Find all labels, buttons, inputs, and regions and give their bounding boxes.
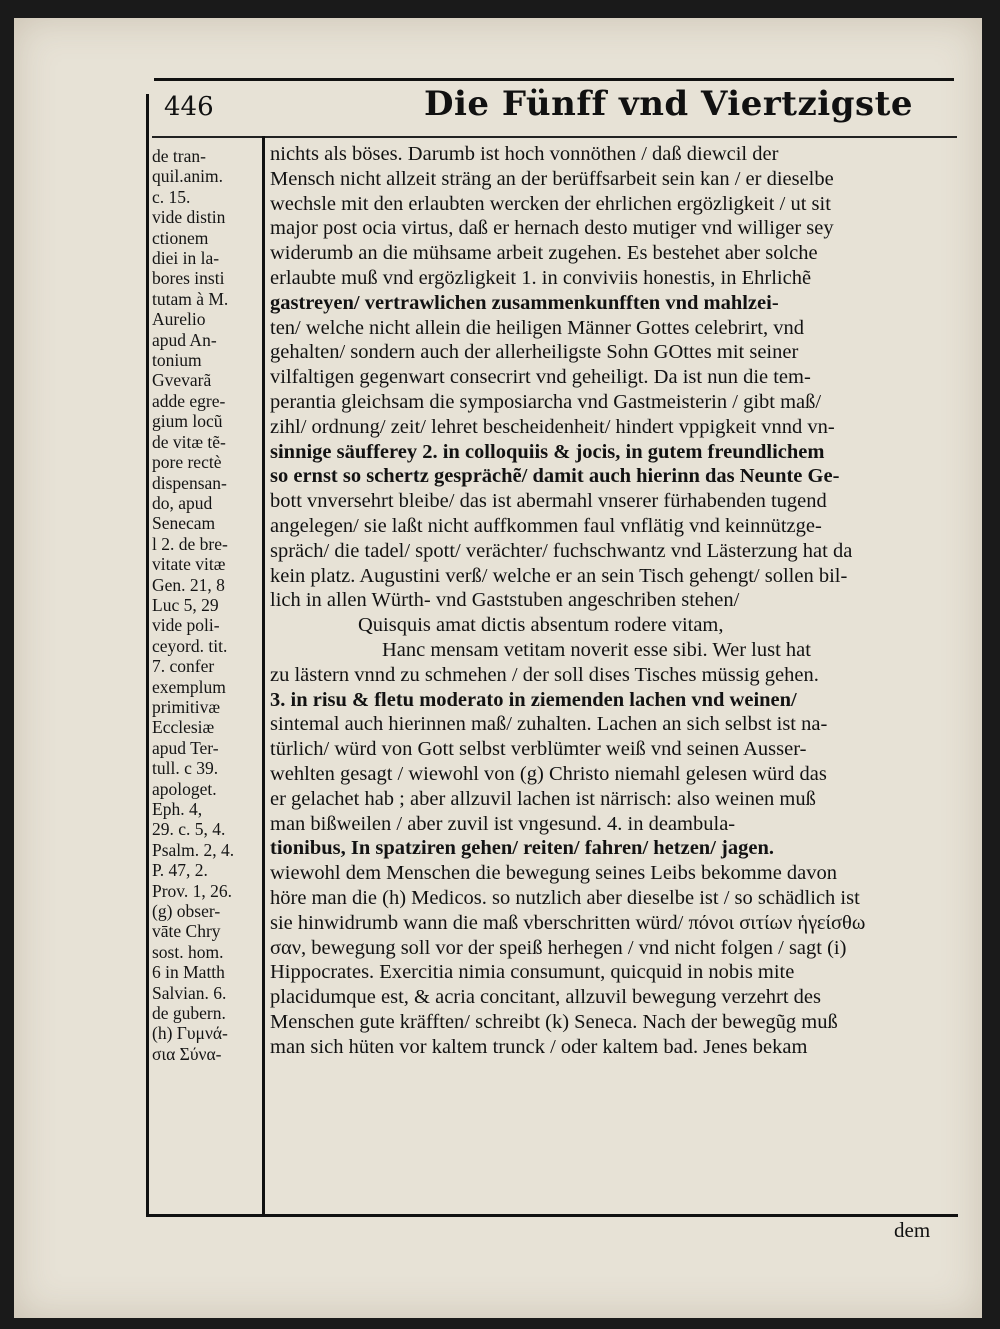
marginal-note-line: c. 15.	[152, 186, 191, 207]
marginal-note-line: exemplum	[152, 676, 226, 697]
marginal-note-line: Ecclesiæ	[152, 717, 215, 738]
marginal-notes-column	[152, 146, 260, 1064]
main-text-block	[270, 142, 950, 1059]
text-line: kein platz. Augustini verß/ welche er an sein Tisch gehengt/ sollen bil-	[270, 564, 848, 587]
text-line: wehlten gesagt / wiewohl von (g) Christo niemahl gelesen würd das	[270, 762, 827, 785]
text-line: er gelachet hab ; aber allzuvil lachen ist närrisch: also weinen muß	[270, 787, 816, 810]
marginal-note-line: adde egre-	[152, 390, 226, 411]
marginal-note-line: tutam à M.	[152, 288, 229, 309]
marginal-note-line: Prov. 1, 26.	[152, 880, 233, 901]
text-line: nichts als böses. Darumb ist hoch vonnöthen / daß diewcil der	[270, 143, 779, 165]
running-head: Die Fünff vnd Viertzigste	[424, 84, 913, 124]
text-line: widerumb an die mühsame arbeit zugehen. Es bestehet aber solche	[270, 242, 818, 265]
marginal-note-line: pore rectè	[152, 452, 222, 473]
text-line: perantia gleichsam die symposiarcha vnd Gastmeisterin / gibt maß/	[270, 390, 822, 413]
marginal-note-line: Salvian. 6.	[152, 982, 227, 1003]
text-line: vilfaltigen gegenwart consecrirt vnd geheiligt. Da ist nun die tem-	[270, 366, 811, 389]
text-line: Hanc mensam vetitam noverit esse sibi. Wer lust hat	[382, 638, 811, 661]
text-line: major post ocia virtus, daß er hernach desto mutiger vnd williger sey	[270, 217, 834, 240]
marginal-note-line: vāte Chry	[152, 921, 221, 942]
marginal-note-line: gium locũ	[152, 411, 223, 432]
text-line: sintemal auch hierinnen maß/ zuhalten. Lachen an sich selbst ist na-	[270, 713, 828, 736]
text-line: wiewohl dem Menschen die bewegung seines Leibs bekomme davon	[270, 862, 838, 885]
marginal-note-line: Eph. 4,	[152, 799, 203, 819]
top-rule	[154, 78, 954, 81]
text-line: zu lästern vnnd zu schmehen / der soll dises Tisches müssig gehen.	[270, 663, 819, 686]
marginal-note-line: Luc 5, 29	[152, 594, 219, 615]
marginal-note-line: P. 47, 2.	[152, 860, 208, 881]
marginal-note-line: ctionem	[152, 227, 209, 248]
text-line: angelegen/ sie laßt nicht auffkommen faul vnflätig vnd keinnützge-	[270, 514, 822, 537]
text-line: zihl/ ordnung/ zeit/ lehret bescheidenheit/ hindert vppigkeit vnnd vn-	[270, 415, 835, 438]
text-line: 3. in risu & fletu moderato in ziemenden lachen vnd weinen/	[270, 688, 797, 711]
marginal-note-line: vide distin	[152, 207, 226, 228]
text-line: spräch/ die tadel/ spott/ verächter/ fuchschwantz vnd Lästerzung hat da	[270, 539, 853, 562]
text-line: Menschen gute kräfften/ schreibt (k) Seneca. Nach der bewegũg muß	[270, 1010, 838, 1033]
marginal-note-line: sost. hom.	[152, 941, 224, 962]
marginal-note-line: tonium	[152, 350, 202, 371]
marginal-note-line: vitate vitæ	[152, 554, 226, 575]
marginal-note-line: Aurelio	[152, 309, 206, 330]
text-line: türlich/ würd von Gott selbst verblümter weiß vnd seinen Ausser-	[270, 738, 807, 761]
marginal-note-line: (g) obser-	[152, 901, 221, 922]
marginal-note-line: apologet.	[152, 778, 217, 799]
text-line: placidumque est, & acria concitant, allzuvil bewegung verzehrt des	[270, 986, 822, 1009]
text-line: erlaubte muß vnd ergözligkeit 1. in conviviis honestis, in Ehrlichẽ	[270, 266, 812, 289]
text-line: gastreyen/ vertrawlichen zusammenkunfften vnd mahlzei-	[270, 291, 779, 314]
text-line: Hippocrates. Exercitia nimia consumunt, quicquid in nobis mite	[270, 961, 795, 984]
marginal-note-line: tull. c 39.	[152, 758, 219, 779]
text-line: gehalten/ sondern auch der allerheiligste Sohn GOttes mit seiner	[270, 341, 799, 364]
margin-divider-rule	[262, 136, 265, 1216]
marginal-note-line: bores insti	[152, 268, 225, 289]
book-page	[14, 18, 982, 1318]
marginal-note-line: σια Σύνα-	[152, 1043, 222, 1064]
marginal-note-line: 7. confer	[152, 656, 215, 677]
marginal-note-line: primitivæ	[152, 696, 221, 717]
text-line: σαν, bewegung soll vor der speiß herhegen / vnd nicht folgen / sagt (i)	[270, 936, 847, 959]
marginal-note-line: Gvevarã	[152, 370, 212, 391]
bottom-frame-rule	[146, 1214, 958, 1217]
marginal-note-line: de vitæ tẽ-	[152, 431, 226, 452]
text-line: man sich hüten vor kaltem trunck / oder kaltem bad. Jenes bekam	[270, 1035, 808, 1058]
text-line: man bißweilen / aber zuvil ist vngesund. 4. in deambula-	[270, 812, 736, 835]
marginal-note-line: apud Ter-	[152, 737, 219, 758]
marginal-note-line: (h) Γυμνά-	[152, 1023, 228, 1044]
page-number: 446	[164, 92, 214, 122]
marginal-note-line: 6 in Matth	[152, 962, 225, 983]
text-line: so ernst so schertz gesprächẽ/ damit auch hierinn das Neunte Ge-	[270, 465, 840, 488]
text-line: höre man die (h) Medicos. so nutzlich aber dieselbe ist / so schädlich ist	[270, 886, 860, 909]
marginal-note-line: Senecam	[152, 513, 216, 534]
text-line: sinnige säufferey 2. in colloquiis & jocis, in gutem freundlichem	[270, 440, 825, 463]
text-line: bott vnversehrt bleibe/ das ist abermahl vnserer fürhabenden tugend	[270, 490, 827, 513]
marginal-note-line: apud An-	[152, 329, 217, 350]
marginal-note-line: de gubern.	[152, 1003, 226, 1024]
marginal-note-line: de tran-	[152, 146, 206, 166]
text-line: Mensch nicht allzeit sträng an der berüffsarbeit sein kan / er dieselbe	[270, 167, 834, 190]
marginal-note-line: diei in la-	[152, 248, 220, 269]
text-line: sie hinwidrumb wann die maß vberschritten würd/ πόνοι σιτίων ἡγείσθω	[270, 911, 866, 934]
marginal-note-line: Psalm. 2, 4.	[152, 839, 235, 860]
text-line: lich in allen Würth- vnd Gaststuben angeschriben stehen/	[270, 589, 740, 612]
left-frame-rule	[146, 94, 149, 1216]
marginal-note-line: 29. c. 5, 4.	[152, 819, 226, 840]
catchword: dem	[894, 1218, 931, 1242]
text-line: Quisquis amat dictis absentum rodere vitam,	[358, 614, 724, 637]
marginal-note-line: dispensan-	[152, 472, 227, 493]
marginal-note-line: Gen. 21, 8	[152, 574, 225, 595]
marginal-note-line: vide poli-	[152, 615, 220, 636]
text-line: ten/ welche nicht allein die heiligen Männer Gottes celebrirt, vnd	[270, 316, 804, 339]
text-line: tionibus, In spatziren gehen/ reiten/ fahren/ hetzen/ jagen.	[270, 837, 774, 860]
marginal-note-line: ceyord. tit.	[152, 635, 228, 656]
marginal-note-line: do, apud	[152, 492, 213, 513]
marginal-note-line: quil.anim.	[152, 166, 223, 187]
text-line: wechsle mit den erlaubten wercken der ehrlichen ergözligkeit / ut sit	[270, 192, 831, 215]
marginal-note-line: l 2. de bre-	[152, 533, 228, 554]
header-rule	[152, 136, 957, 138]
